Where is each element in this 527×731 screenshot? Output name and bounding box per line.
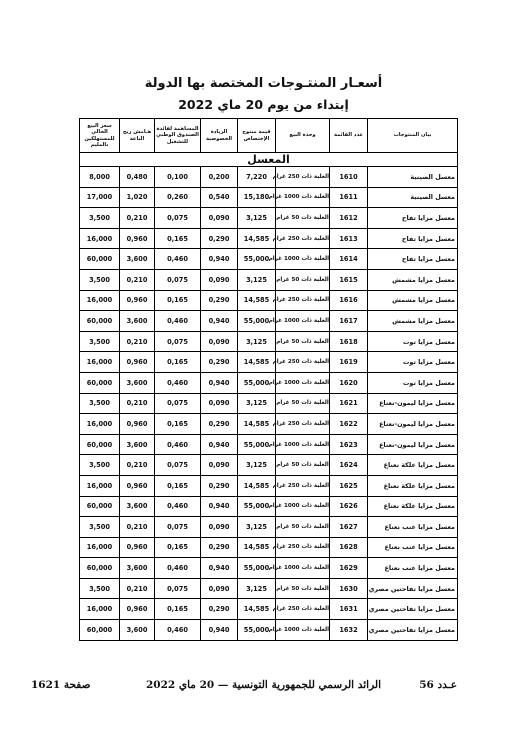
code-cell: 1625 — [330, 475, 368, 496]
producer-value-cell: 14,585 — [238, 290, 276, 311]
margin-cell: 3,600 — [120, 372, 155, 393]
price-cell: 3,500 — [80, 331, 120, 352]
product-name-cell: معسل الصينية — [368, 167, 458, 188]
increase-cell: 0,090 — [201, 517, 238, 538]
unit-cell: العلبة ذات 1000 غرام — [276, 372, 330, 393]
price-cell: 16,000 — [80, 228, 120, 249]
margin-cell: 0,960 — [120, 290, 155, 311]
increase-cell: 0,290 — [201, 475, 238, 496]
price-cell: 60,000 — [80, 496, 120, 517]
unit-cell: العلبة ذات 250 غرام — [276, 228, 330, 249]
margin-cell: 0,960 — [120, 414, 155, 435]
unit-cell: العلبة ذات 1000 غرام — [276, 187, 330, 208]
header-unit: وحدة البيع — [276, 119, 330, 153]
table-row — [80, 558, 458, 579]
margin-cell: 0,960 — [120, 475, 155, 496]
margin-cell: 0,960 — [120, 537, 155, 558]
price-table — [79, 118, 458, 641]
price-cell: 60,000 — [80, 372, 120, 393]
table-row — [80, 249, 458, 270]
product-name-cell: معسل مزايا ليمون-نعناع — [368, 414, 458, 435]
product-name-cell: معسل مزايا مشمش — [368, 311, 458, 332]
unit-cell: العلبة ذات 250 غرام — [276, 475, 330, 496]
page-number: صفحة 1621 — [31, 679, 91, 691]
code-cell: 1615 — [330, 269, 368, 290]
table-row — [80, 372, 458, 393]
producer-value-cell: 7,220 — [238, 167, 276, 188]
product-name-cell: معسل مزايا ليمون-نعناع — [368, 393, 458, 414]
increase-cell: 0,090 — [201, 455, 238, 476]
code-cell: 1610 — [330, 167, 368, 188]
margin-cell: 0,210 — [120, 331, 155, 352]
code-cell: 1627 — [330, 517, 368, 538]
code-cell: 1617 — [330, 311, 368, 332]
table-row — [80, 393, 458, 414]
unit-cell: العلبة ذات 1000 غرام — [276, 249, 330, 270]
increase-cell: 0,940 — [201, 496, 238, 517]
table-row — [80, 187, 458, 208]
unit-cell: العلبة ذات 50 غرام — [276, 208, 330, 229]
code-cell: 1621 — [330, 393, 368, 414]
code-cell: 1616 — [330, 290, 368, 311]
product-name-cell: معسل مزايا تفاح — [368, 208, 458, 229]
fund-cell: 0,075 — [155, 578, 201, 599]
product-name-cell: معسل مزايا عنب نعناع — [368, 537, 458, 558]
margin-cell: 0,960 — [120, 352, 155, 373]
fund-cell: 0,165 — [155, 290, 201, 311]
price-cell: 3,500 — [80, 208, 120, 229]
producer-value-cell: 55,000 — [238, 372, 276, 393]
table-row — [80, 517, 458, 538]
code-cell: 1618 — [330, 331, 368, 352]
increase-cell: 0,940 — [201, 620, 238, 641]
price-cell: 8,000 — [80, 167, 120, 188]
margin-cell: 3,600 — [120, 311, 155, 332]
price-cell: 16,000 — [80, 414, 120, 435]
unit-cell: العلبة ذات 1000 غرام — [276, 496, 330, 517]
section-row — [80, 153, 458, 167]
code-cell: 1620 — [330, 372, 368, 393]
price-cell: 60,000 — [80, 558, 120, 579]
fund-cell: 0,165 — [155, 537, 201, 558]
increase-cell: 0,940 — [201, 434, 238, 455]
page-subtitle: إبتداء من يوم 20 ماي 2022 — [178, 97, 349, 112]
increase-cell: 0,290 — [201, 414, 238, 435]
table-row — [80, 455, 458, 476]
fund-cell: 0,260 — [155, 187, 201, 208]
margin-cell: 0,210 — [120, 269, 155, 290]
table-row — [80, 167, 458, 188]
unit-cell: العلبة ذات 50 غرام — [276, 517, 330, 538]
gazette-name: الرائد الرسمي للجمهورية التونسية — 20 ماي 2022 — [146, 679, 381, 691]
header-retailer-margin: هـامش ربح الباعة — [120, 119, 155, 153]
price-cell: 16,000 — [80, 352, 120, 373]
price-cell: 3,500 — [80, 393, 120, 414]
increase-cell: 0,940 — [201, 249, 238, 270]
price-cell: 16,000 — [80, 290, 120, 311]
price-cell: 3,500 — [80, 269, 120, 290]
code-cell: 1624 — [330, 455, 368, 476]
table-header-row — [80, 119, 458, 153]
fund-cell: 0,460 — [155, 372, 201, 393]
increase-cell: 0,090 — [201, 578, 238, 599]
table-row — [80, 331, 458, 352]
margin-cell: 0,210 — [120, 517, 155, 538]
margin-cell: 3,600 — [120, 249, 155, 270]
margin-cell: 0,210 — [120, 578, 155, 599]
unit-cell: العلبة ذات 1000 غرام — [276, 620, 330, 641]
fund-cell: 0,075 — [155, 208, 201, 229]
fund-cell: 0,165 — [155, 352, 201, 373]
fund-cell: 0,165 — [155, 228, 201, 249]
margin-cell: 3,600 — [120, 558, 155, 579]
producer-value-cell: 3,125 — [238, 269, 276, 290]
code-cell: 1632 — [330, 620, 368, 641]
producer-value-cell: 3,125 — [238, 331, 276, 352]
margin-cell: 0,210 — [120, 455, 155, 476]
header-code: عدد القائمة — [330, 119, 368, 153]
price-cell: 60,000 — [80, 620, 120, 641]
product-name-cell: معسل مزايا مشمش — [368, 290, 458, 311]
fund-cell: 0,460 — [155, 558, 201, 579]
margin-cell: 0,480 — [120, 167, 155, 188]
table-row — [80, 496, 458, 517]
product-name-cell: معسل مزايا مشمش — [368, 269, 458, 290]
product-name-cell: معسل مزايا تفاح — [368, 228, 458, 249]
header-fund-contribution: المساهمة لفائدة الصندوق الوطني للتشغيل — [155, 119, 201, 153]
increase-cell: 0,090 — [201, 331, 238, 352]
unit-cell: العلبة ذات 1000 غرام — [276, 311, 330, 332]
margin-cell: 3,600 — [120, 434, 155, 455]
product-name-cell: معسل مزايا علكة نعناع — [368, 475, 458, 496]
margin-cell: 0,210 — [120, 208, 155, 229]
producer-value-cell: 55,000 — [238, 434, 276, 455]
issue-number: عـدد 56 — [419, 679, 457, 691]
product-name-cell: معسل مزايا علكة نعناع — [368, 496, 458, 517]
unit-cell: العلبة ذات 50 غرام — [276, 578, 330, 599]
fund-cell: 0,075 — [155, 269, 201, 290]
margin-cell: 0,210 — [120, 393, 155, 414]
product-name-cell: معسل مزايا تفاحتين مصري — [368, 578, 458, 599]
increase-cell: 0,090 — [201, 269, 238, 290]
unit-cell: العلبة ذات 50 غرام — [276, 331, 330, 352]
producer-value-cell: 15,180 — [238, 187, 276, 208]
producer-value-cell: 3,125 — [238, 455, 276, 476]
table-row — [80, 208, 458, 229]
table-row — [80, 434, 458, 455]
table-row — [80, 599, 458, 620]
fund-cell: 0,075 — [155, 455, 201, 476]
producer-value-cell: 14,585 — [238, 537, 276, 558]
code-cell: 1613 — [330, 228, 368, 249]
producer-value-cell: 55,000 — [238, 620, 276, 641]
unit-cell: العلبة ذات 1000 غرام — [276, 434, 330, 455]
price-cell: 16,000 — [80, 537, 120, 558]
increase-cell: 0,940 — [201, 558, 238, 579]
product-name-cell: معسل الصينية — [368, 187, 458, 208]
code-cell: 1622 — [330, 414, 368, 435]
table-row — [80, 537, 458, 558]
producer-value-cell: 55,000 — [238, 496, 276, 517]
margin-cell: 1,020 — [120, 187, 155, 208]
product-name-cell: معسل مزايا عنب نعناع — [368, 558, 458, 579]
producer-value-cell: 3,125 — [238, 393, 276, 414]
fund-cell: 0,460 — [155, 496, 201, 517]
product-name-cell: معسل مزايا توت — [368, 372, 458, 393]
increase-cell: 0,090 — [201, 208, 238, 229]
fund-cell: 0,460 — [155, 620, 201, 641]
margin-cell: 0,960 — [120, 228, 155, 249]
price-cell: 16,000 — [80, 599, 120, 620]
table-row — [80, 578, 458, 599]
producer-value-cell: 55,000 — [238, 311, 276, 332]
price-cell: 3,500 — [80, 578, 120, 599]
product-name-cell: معسل مزايا توت — [368, 331, 458, 352]
unit-cell: العلبة ذات 250 غرام — [276, 167, 330, 188]
section-title: المعسل — [80, 153, 458, 167]
fund-cell: 0,165 — [155, 475, 201, 496]
fund-cell: 0,100 — [155, 167, 201, 188]
unit-cell: العلبة ذات 250 غرام — [276, 537, 330, 558]
code-cell: 1619 — [330, 352, 368, 373]
fund-cell: 0,460 — [155, 249, 201, 270]
code-cell: 1630 — [330, 578, 368, 599]
code-cell: 1612 — [330, 208, 368, 229]
producer-value-cell: 14,585 — [238, 414, 276, 435]
producer-value-cell: 14,585 — [238, 599, 276, 620]
table-row — [80, 475, 458, 496]
margin-cell: 3,600 — [120, 496, 155, 517]
unit-cell: العلبة ذات 250 غرام — [276, 352, 330, 373]
increase-cell: 0,200 — [201, 167, 238, 188]
product-name-cell: معسل مزايا تفاح — [368, 249, 458, 270]
header-special-increase: الزيادة الخصوصية — [201, 119, 238, 153]
fund-cell: 0,075 — [155, 331, 201, 352]
unit-cell: العلبة ذات 50 غرام — [276, 269, 330, 290]
code-cell: 1611 — [330, 187, 368, 208]
producer-value-cell: 14,585 — [238, 352, 276, 373]
producer-value-cell: 14,585 — [238, 228, 276, 249]
margin-cell: 3,600 — [120, 620, 155, 641]
table-row — [80, 269, 458, 290]
unit-cell: العلبة ذات 1000 غرام — [276, 558, 330, 579]
increase-cell: 0,290 — [201, 537, 238, 558]
product-name-cell: معسل مزايا تفاحتين مصري — [368, 620, 458, 641]
table-row — [80, 352, 458, 373]
product-name-cell: معسل مزايا تفاحتين مصري — [368, 599, 458, 620]
increase-cell: 0,290 — [201, 352, 238, 373]
unit-cell: العلبة ذات 50 غرام — [276, 455, 330, 476]
code-cell: 1614 — [330, 249, 368, 270]
increase-cell: 0,290 — [201, 290, 238, 311]
product-name-cell: معسل مزايا ليمون-نعناع — [368, 434, 458, 455]
price-cell: 3,500 — [80, 455, 120, 476]
product-name-cell: معسل مزايا علكة نعناع — [368, 455, 458, 476]
fund-cell: 0,075 — [155, 517, 201, 538]
increase-cell: 0,940 — [201, 311, 238, 332]
unit-cell: العلبة ذات 50 غرام — [276, 393, 330, 414]
fund-cell: 0,460 — [155, 311, 201, 332]
fund-cell: 0,460 — [155, 434, 201, 455]
unit-cell: العلبة ذات 250 غرام — [276, 414, 330, 435]
table-row — [80, 620, 458, 641]
price-cell: 60,000 — [80, 311, 120, 332]
producer-value-cell: 55,000 — [238, 249, 276, 270]
page-title: أسعـار المنتـوجات المختصة بها الدولة — [144, 76, 383, 91]
header-producer-value: قيمة منتوج الإختصاص — [238, 119, 276, 153]
price-cell: 16,000 — [80, 475, 120, 496]
product-name-cell: معسل مزايا عنب نعناع — [368, 517, 458, 538]
producer-value-cell: 3,125 — [238, 208, 276, 229]
price-cell: 60,000 — [80, 249, 120, 270]
margin-cell: 0,960 — [120, 599, 155, 620]
table-row — [80, 311, 458, 332]
price-cell: 60,000 — [80, 434, 120, 455]
price-cell: 17,000 — [80, 187, 120, 208]
fund-cell: 0,165 — [155, 414, 201, 435]
header-retail-price: سعر البيع الحالي للمستهلكين بالمليم — [80, 119, 120, 153]
unit-cell: العلبة ذات 250 غرام — [276, 290, 330, 311]
increase-cell: 0,540 — [201, 187, 238, 208]
producer-value-cell: 14,585 — [238, 475, 276, 496]
table-row — [80, 228, 458, 249]
table-row — [80, 290, 458, 311]
price-cell: 3,500 — [80, 517, 120, 538]
code-cell: 1631 — [330, 599, 368, 620]
increase-cell: 0,940 — [201, 372, 238, 393]
table-row — [80, 414, 458, 435]
fund-cell: 0,075 — [155, 393, 201, 414]
code-cell: 1629 — [330, 558, 368, 579]
code-cell: 1623 — [330, 434, 368, 455]
unit-cell: العلبة ذات 250 غرام — [276, 599, 330, 620]
code-cell: 1628 — [330, 537, 368, 558]
producer-value-cell: 3,125 — [238, 517, 276, 538]
header-product: بيان المنتوجات — [368, 119, 458, 153]
product-name-cell: معسل مزايا توت — [368, 352, 458, 373]
producer-value-cell: 55,000 — [238, 558, 276, 579]
increase-cell: 0,290 — [201, 228, 238, 249]
code-cell: 1626 — [330, 496, 368, 517]
fund-cell: 0,165 — [155, 599, 201, 620]
producer-value-cell: 3,125 — [238, 578, 276, 599]
increase-cell: 0,090 — [201, 393, 238, 414]
increase-cell: 0,290 — [201, 599, 238, 620]
